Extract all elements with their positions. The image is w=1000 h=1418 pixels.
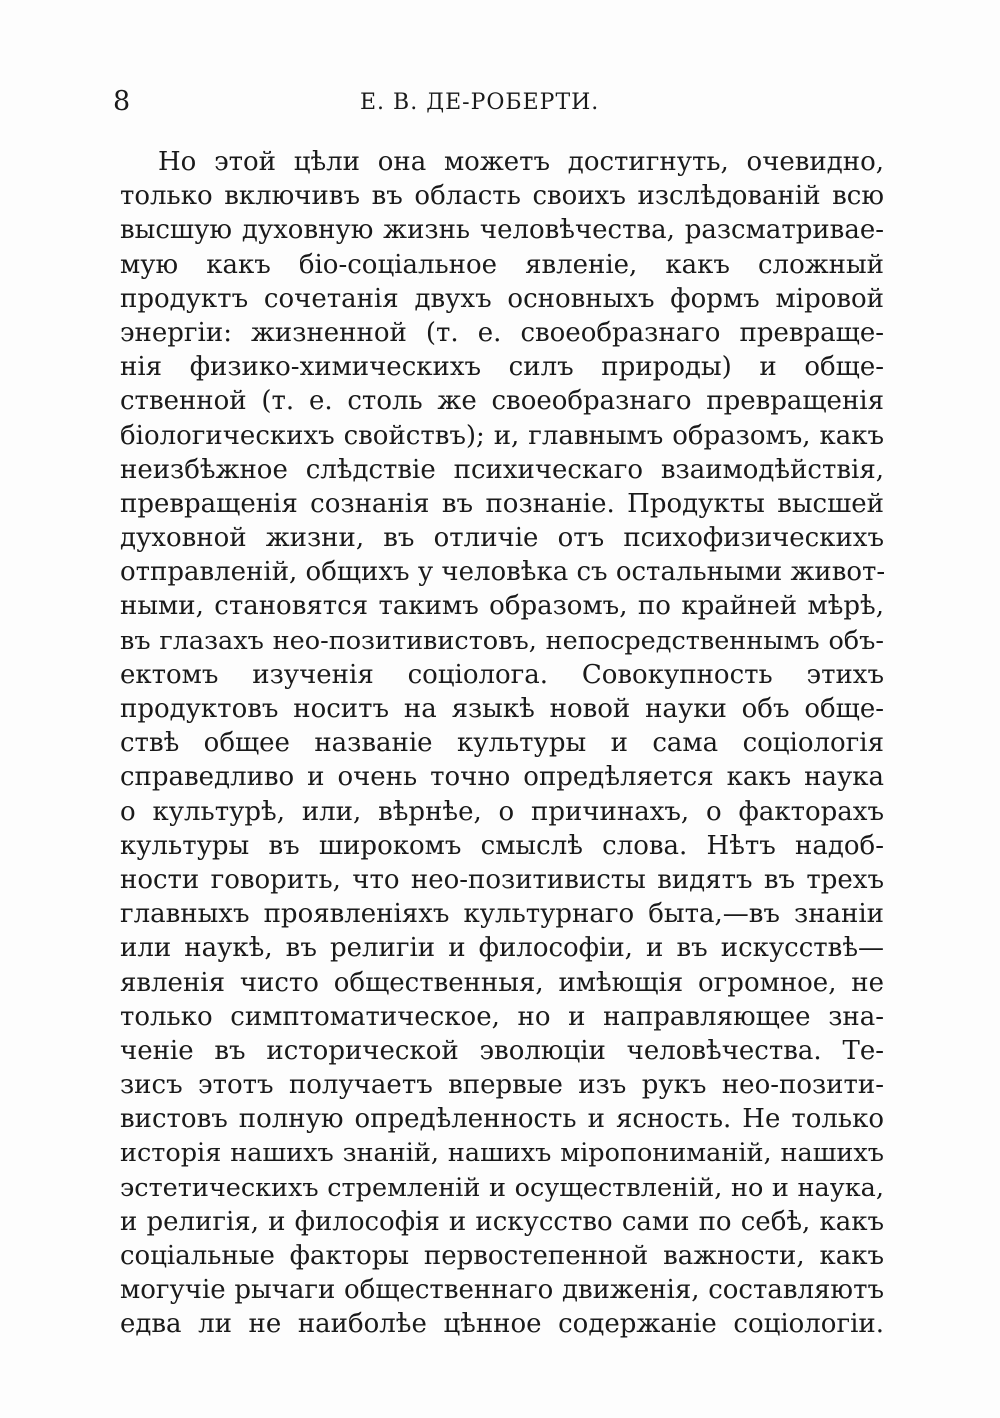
- text-line: ченіе въ исторической эволюціи человѣчества. Те-: [120, 1035, 884, 1066]
- text-line: соціальные факторы первостепенной важности, какъ: [120, 1241, 884, 1271]
- body-paragraph: [120, 145, 884, 1342]
- text-line: эстетическихъ стремленій и осуществленій, но и наука,: [120, 1172, 884, 1203]
- text-line: энергіи: жизненной (т. е. своеобразнаго превраще-: [120, 317, 884, 348]
- text-line: о культурѣ, или, вѣрнѣе, о причинахъ, о факторахъ: [120, 796, 884, 827]
- text-line: неизбѣжное слѣдствіе психическаго взаимодѣйствія,: [120, 454, 884, 485]
- text-line: продуктовъ носитъ на языкѣ новой науки объ обще-: [120, 694, 884, 724]
- text-line: ствѣ общее названіе культуры и сама соціологія: [120, 728, 884, 759]
- text-line: только включивъ въ область своихъ изслѣдованій всю: [120, 181, 884, 212]
- text-line: мую какъ біо-соціальное явленіе, какъ сложный: [120, 249, 884, 280]
- running-title: Е. В. ДЕ-РОБЕРТИ.: [360, 90, 600, 115]
- text-line: справедливо и очень точно опредѣляется какъ наука: [120, 762, 884, 793]
- text-line: продуктъ сочетанія двухъ основныхъ формъ міровой: [120, 283, 884, 314]
- text-line: ности говорить, что нео-позитивисты видятъ въ трехъ: [120, 864, 884, 895]
- text-line: ственной (т. е. столь же своеобразнаго превращенія: [120, 386, 884, 417]
- text-line: высшую духовную жизнь человѣчества, разсматривае-: [120, 215, 884, 246]
- text-line: ными, становятся такимъ образомъ, по крайней мѣрѣ,: [120, 591, 884, 622]
- text-line: явленія чисто общественныя, имѣющія огромное, не: [120, 967, 884, 998]
- text-line: главныхъ проявленіяхъ культурнаго быта,—въ знаніи: [120, 899, 884, 930]
- text-line: культуры въ широкомъ смыслѣ слова. Нѣтъ надоб-: [120, 830, 884, 861]
- text-line: и религія, и философія и искусство сами по себѣ, какъ: [120, 1206, 884, 1237]
- text-line: превращенія сознанія въ познаніе. Продукты высшей: [120, 488, 884, 519]
- text-line: отправленій, общихъ у человѣка съ остальными живот-: [120, 557, 886, 588]
- page-number: 8: [113, 86, 131, 117]
- text-line: біологическихъ свойствъ); и, главнымъ образомъ, какъ: [120, 420, 884, 451]
- text-line: въ глазахъ нео-позитивистовъ, непосредственнымъ объ-: [120, 625, 884, 656]
- text-line: едва ли не наиболѣе цѣнное содержаніе соціологіи.: [120, 1309, 884, 1340]
- text-line: Но этой цѣли она можетъ достигнуть, очевидно,: [158, 147, 884, 177]
- text-line: исторія нашихъ знаній, нашихъ міропониманій, нашихъ: [120, 1138, 884, 1169]
- text-line: духовной жизни, въ отличіе отъ психофизическихъ: [120, 523, 884, 554]
- text-line: ектомъ изученія соціолога. Совокупность этихъ: [120, 659, 884, 690]
- text-line: зисъ этотъ получаетъ впервые изъ рукъ нео-позити-: [120, 1070, 884, 1101]
- text-line: могучіе рычаги общественнаго движенія, составляютъ: [120, 1275, 884, 1306]
- text-line: нія физико-химическихъ силъ природы) и обще-: [120, 352, 884, 383]
- text-line: только симптоматическое, но и направляющее зна-: [120, 1001, 884, 1032]
- text-line: вистовъ полную опредѣленность и ясность. Не только: [120, 1104, 884, 1135]
- text-line: или наукѣ, въ религіи и философіи, и въ искусствѣ—: [120, 933, 884, 964]
